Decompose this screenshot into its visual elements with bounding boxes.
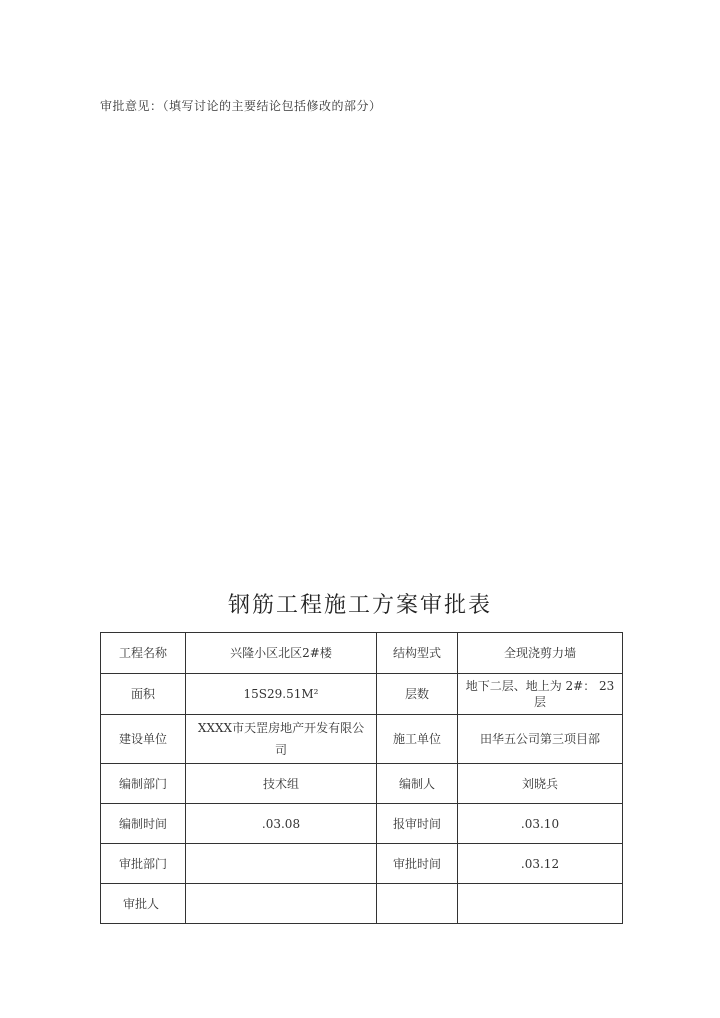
- approver-empty-cell: [377, 884, 458, 924]
- area-value: 15S29.51M²: [186, 674, 377, 715]
- preparer-label: 编制人: [377, 764, 458, 804]
- approver-value: [186, 884, 377, 924]
- structure-type-value: 全现浇剪力墙: [458, 633, 623, 674]
- table-row: [101, 764, 623, 804]
- contractor-value: 田华五公司第三项目部: [458, 715, 623, 764]
- prep-dept-label: 编制部门: [101, 764, 186, 804]
- table-row: [101, 804, 623, 844]
- table-row: [101, 715, 623, 764]
- floors-label: 层数: [377, 674, 458, 715]
- approval-time-value: .03.12: [458, 844, 623, 884]
- table-row: [101, 674, 623, 715]
- submit-time-value: .03.10: [458, 804, 623, 844]
- form-title: 钢筋工程施工方案审批表: [227, 593, 492, 618]
- prep-dept-value: 技术组: [186, 764, 377, 804]
- prep-time-label: 编制时间: [101, 804, 186, 844]
- approval-time-label: 审批时间: [377, 844, 458, 884]
- submit-time-label: 报审时间: [377, 804, 458, 844]
- project-name-value: 兴隆小区北区2#楼: [186, 633, 377, 674]
- table-row: [101, 884, 623, 924]
- developer-value: XXXX市天罡房地产开发有限公司: [186, 715, 377, 764]
- structure-type-label: 结构型式: [377, 633, 458, 674]
- contractor-label: 施工单位: [377, 715, 458, 764]
- floors-value: 地下二层、地上为 2#： 23层: [458, 674, 623, 715]
- preparer-value: 刘晓兵: [458, 764, 623, 804]
- approver-label: 审批人: [101, 884, 186, 924]
- approval-dept-value: [186, 844, 377, 884]
- table-row: [101, 633, 623, 674]
- approval-dept-label: 审批部门: [101, 844, 186, 884]
- table-row: [101, 844, 623, 884]
- approver-empty-cell-2: [458, 884, 623, 924]
- project-name-label: 工程名称: [101, 633, 186, 674]
- approval-comment: 审批意见：（填写讨论的主要结论包括修改的部分）: [100, 99, 382, 113]
- prep-time-value: .03.08: [186, 804, 377, 844]
- area-label: 面积: [101, 674, 186, 715]
- approval-form-table: [100, 632, 623, 924]
- developer-label: 建设单位: [101, 715, 186, 764]
